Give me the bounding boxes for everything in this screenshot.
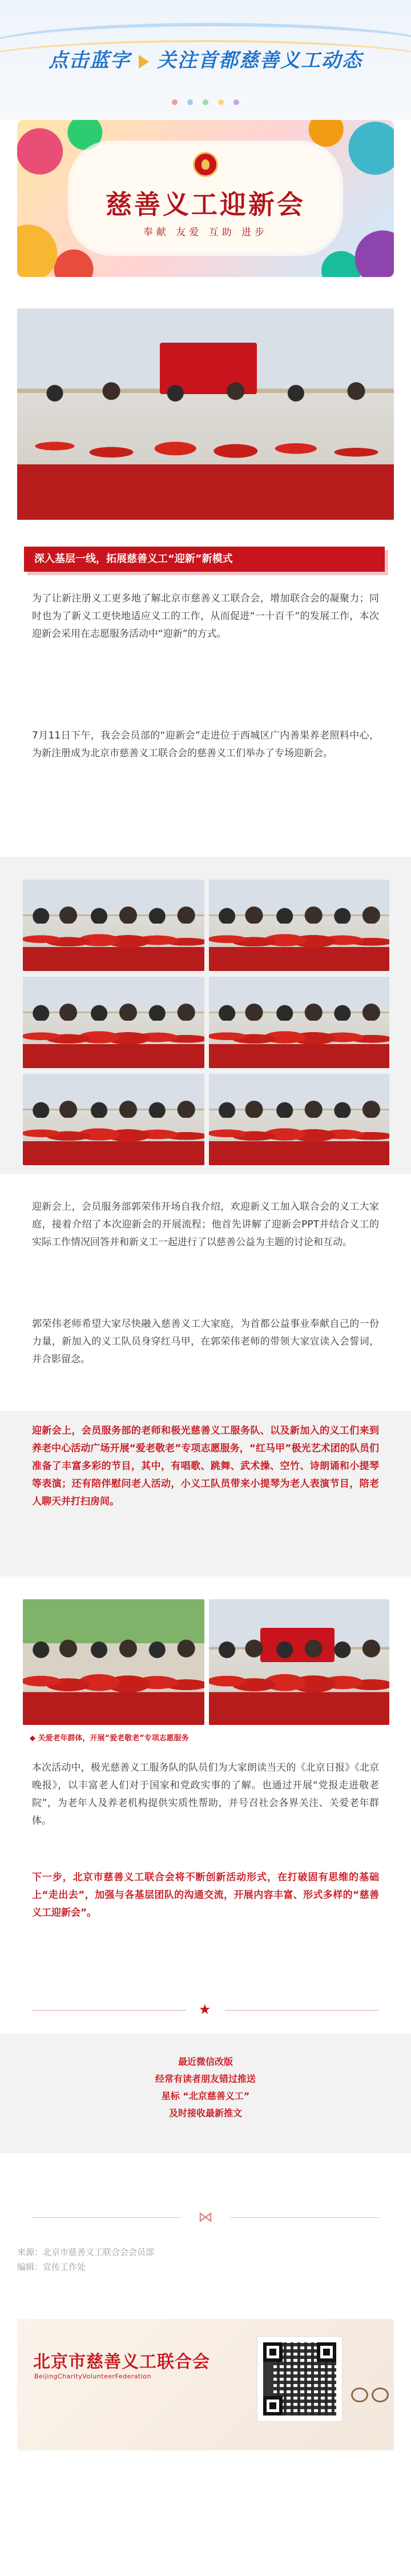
notice-line: 星标 “北京慈善义工” bbox=[161, 2091, 250, 2101]
divider-line bbox=[231, 2217, 379, 2218]
event-paragraph: 7月11日下午，我会会员部的“迎新会”走进位于西城区广内善果养老照料中心，为新注册成为北京市慈善义工联合会的慈善义工们举办了专场迎新会。 bbox=[32, 730, 379, 759]
section-heading: 深入基层一线，拓展慈善义工“迎新”新模式 bbox=[24, 547, 385, 572]
dot-icon bbox=[187, 99, 193, 105]
service-photo[interactable] bbox=[23, 1599, 204, 1725]
activity-photo[interactable] bbox=[209, 1074, 389, 1165]
notice-line: 经常有读者朋友错过推送 bbox=[155, 2073, 256, 2084]
dot-icon bbox=[218, 99, 224, 105]
bow-icon: ⋈ bbox=[198, 2209, 213, 2226]
group-photo[interactable] bbox=[17, 308, 394, 520]
decorative-dots bbox=[0, 97, 411, 107]
event-title: 慈善义工迎新会 bbox=[106, 189, 305, 220]
glasses-icon bbox=[351, 2388, 391, 2405]
volunteers-in-red-vests bbox=[23, 1652, 204, 1725]
volunteers-in-red-vests bbox=[23, 1112, 204, 1165]
volunteers-in-red-vests bbox=[209, 1112, 389, 1165]
photo-caption-text: 关爱老年群体，开展“爱老敬老”专项志愿服务 bbox=[38, 1734, 189, 1743]
photo-caption: ◆ 关爱老年群体，开展“爱老敬老”专项志愿服务 bbox=[30, 1734, 189, 1743]
oath-paragraph: 郭荣伟老师希望大家尽快融入慈善义工大家庭，为首都公益事业奉献自己的一份力量，新加入的义工队员身穿红马甲，在郭荣伟老师的带领大家宣读入会誓词，并合影留念。 bbox=[32, 1318, 379, 1365]
qr-corner-icon bbox=[263, 2396, 283, 2415]
divider-line bbox=[32, 2010, 186, 2011]
qr-corner-icon bbox=[263, 2342, 283, 2362]
qr-code[interactable] bbox=[257, 2336, 342, 2422]
org-name-english: BeijingCharityVolunteerFederation bbox=[34, 2373, 152, 2380]
slogan-follow-text: 关注首都慈善义工动态 bbox=[157, 49, 362, 72]
meeting-photo[interactable] bbox=[209, 880, 389, 971]
dot-icon bbox=[203, 99, 208, 105]
footer-card bbox=[17, 2319, 394, 2450]
source-line: 来源：北京市慈善义工联合会会员部 bbox=[17, 2247, 155, 2257]
title-panel bbox=[71, 144, 340, 252]
meeting-photo[interactable] bbox=[23, 880, 204, 971]
notice-line: 最近微信改版 bbox=[178, 2056, 233, 2067]
volunteers-in-red-vests bbox=[209, 1652, 389, 1725]
divider-line bbox=[32, 2217, 180, 2218]
qr-corner-icon bbox=[317, 2342, 336, 2362]
volunteers-in-red-vests bbox=[209, 918, 389, 971]
article-source bbox=[17, 2245, 154, 2274]
intro-paragraph: 为了让新注册义工更多地了解北京市慈善义工联合会，增加联合会的凝聚力；同时也为了新义工更快地适应义工的工作，从而促进“一十百千”的发展工作，本次迎新会采用在志愿服务活动中“迎新”的方式。 bbox=[32, 593, 379, 640]
newspaper-paragraph: 本次活动中，极光慈善义工服务队的队员们为大家朗读当天的《北京日报》《北京晚报》，以丰富老人们对于国家和党政实事的了解。也通过开展“党报走进敬老院”，为老年人及养老机构提供实质性帮助，并号召社会各界关注、关爱老年群体。 bbox=[32, 1762, 379, 1827]
slogan-click-text: 点击蓝字 bbox=[49, 49, 131, 72]
follow-slogan bbox=[0, 45, 411, 73]
top-banner[interactable] bbox=[0, 0, 411, 120]
notice-line: 及时接收最新推文 bbox=[168, 2108, 242, 2118]
charity-logo-icon bbox=[193, 152, 218, 177]
service-photo[interactable] bbox=[209, 1599, 389, 1725]
star-icon: ★ bbox=[199, 2001, 211, 2017]
divider-line bbox=[225, 2010, 379, 2011]
star-divider bbox=[32, 2001, 379, 2017]
org-name: 北京市慈善义工联合会 bbox=[33, 2352, 210, 2372]
editor-line: 编辑：宣传工作处 bbox=[17, 2262, 86, 2272]
volunteer-service-paragraph: 迎新会上，会员服务部的老师和极光慈善义工服务队、以及新加入的义工们来到养老中心活动广场开展“爱老敬老”专项志愿服务，“红马甲”极光艺术团的队员们准备了丰富多彩的节目，其中，有唱歌、跳舞、武术操、空竹、诗朗诵和小提琴等表演；还有陪伴慰问老人活动，小义工队员带来小提琴为老人表演节目，陪老人聊天并打扫房间。 bbox=[32, 1425, 379, 1507]
oath-photo[interactable] bbox=[209, 977, 389, 1068]
arrow-icon bbox=[139, 55, 149, 69]
title-art-image bbox=[17, 120, 394, 277]
event-motto: 奉献 友爱 互助 进步 bbox=[143, 227, 268, 238]
volunteers-in-red-vests bbox=[209, 1015, 389, 1068]
dot-icon bbox=[233, 99, 239, 105]
volunteers-in-red-vests bbox=[17, 397, 394, 520]
next-step-paragraph: 下一步，北京市慈善义工联合会将不断创新活动形式，在打破固有思维的基础上“走出去”，加强与各基层团队的沟通交流，开展内容丰富、形式多样的“慈善义工迎新会”。 bbox=[32, 1872, 379, 1919]
volunteers-in-red-vests bbox=[23, 918, 204, 971]
welcome-paragraph: 迎新会上，会员服务部郭荣伟开场自我介绍，欢迎新义工加入联合会的义工大家庭，接着介绍了本次迎新会的开展流程；他首先讲解了迎新会PPT并结合义工的实际工作情况回答并和新义工一起进行了以慈善公益为主题的讨论和互动。 bbox=[32, 1201, 379, 1248]
dot-icon bbox=[172, 99, 178, 105]
bow-divider bbox=[32, 2209, 379, 2226]
oath-photo[interactable] bbox=[23, 977, 204, 1068]
subscribe-notice bbox=[0, 2053, 411, 2122]
activity-photo[interactable] bbox=[23, 1074, 204, 1165]
volunteers-in-red-vests bbox=[23, 1015, 204, 1068]
